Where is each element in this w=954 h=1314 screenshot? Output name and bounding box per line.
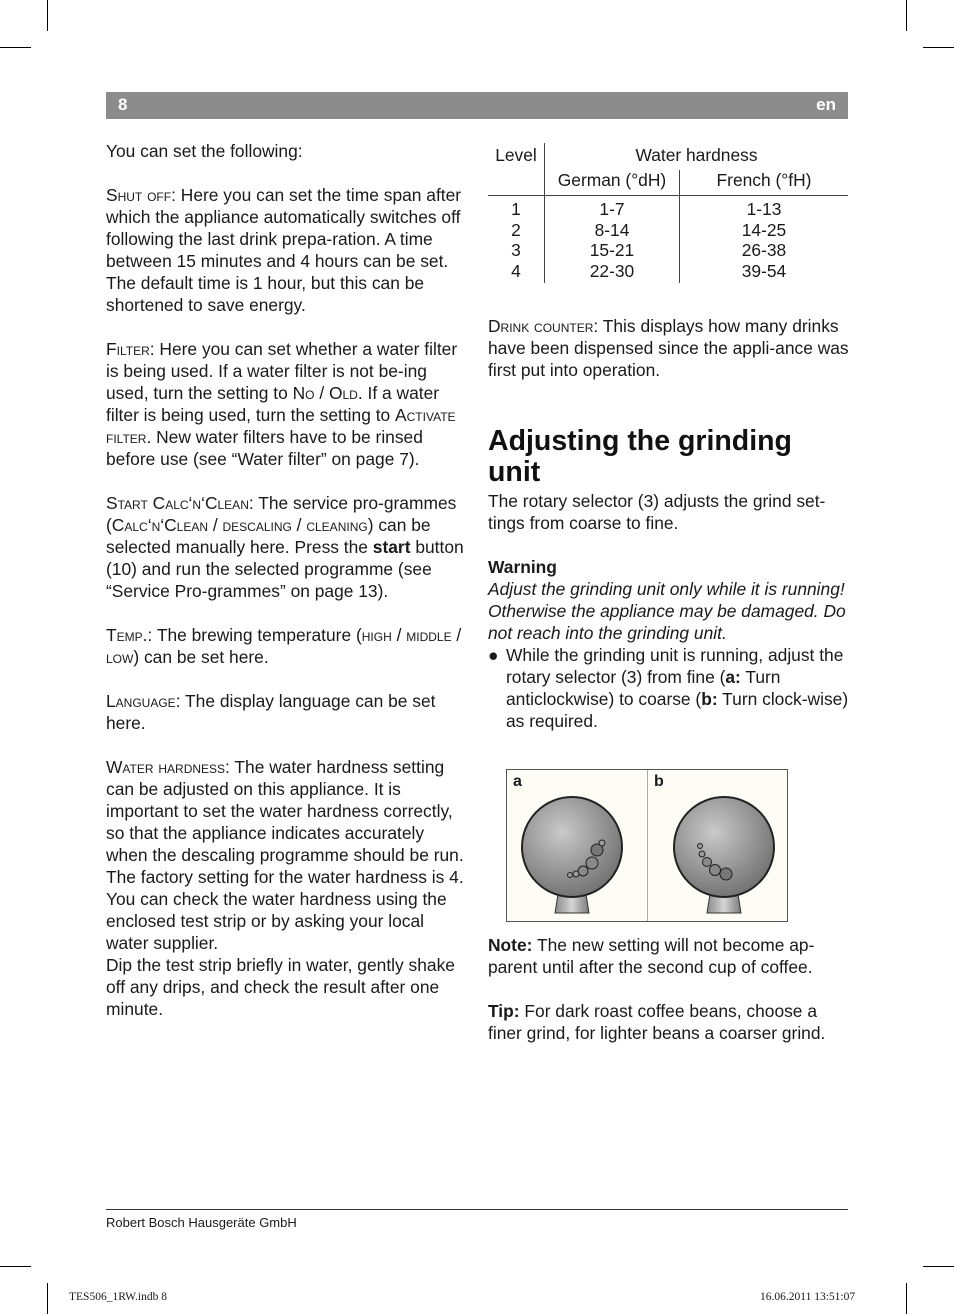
filter-no-old-term: No / Old [292, 383, 358, 403]
page-number: 8 [118, 95, 128, 114]
section-heading: Adjusting the grinding unit [488, 425, 792, 488]
tip-paragraph [488, 1000, 850, 1044]
water-hardness-text: : The water hardness setting can be adjusted on this appliance. It is important to set the water hardness correctly, so that the appliance indicates accurately when the descaling programme should be run. The factory setting for the water hardness is 4. [106, 757, 464, 887]
note-paragraph [488, 934, 850, 978]
tip-text: For dark roast coffee beans, choose a finer grind, for lighter beans a coarser grind. [488, 1001, 826, 1043]
crop-mark [47, 0, 48, 31]
note-tip-block [488, 934, 850, 1044]
tip-label: Tip: [488, 1001, 520, 1021]
footer-company: Robert Bosch Hausgeräte GmbH [106, 1215, 297, 1230]
bullet-text-3: Turn clock-wise) as required. [506, 689, 849, 731]
rotary-selector-coarse-illustration [648, 770, 788, 921]
temp-term: Temp. [106, 625, 148, 645]
water-hardness-table [488, 143, 848, 283]
filter-text-3: . New water filters have to be rinsed before use (see “Water filter” on page 7). [106, 427, 423, 469]
drink-counter-block [488, 315, 850, 381]
note-text: The new setting will not become ap-parent until after the second cup of coffee. [488, 935, 815, 977]
warning-text: Adjust the grinding unit only while it is running! Otherwise the appliance may be damaged. Do not reach into the grinding unit. [488, 579, 846, 643]
language-code: en [816, 95, 836, 114]
start-calc-paragraph [106, 492, 468, 602]
bullet-a-label: a: [725, 667, 741, 687]
footer-divider [106, 1209, 848, 1210]
crop-mark [906, 0, 907, 31]
page-header-bar [106, 92, 848, 119]
start-calc-text-1: : The service pro-grammes ( [106, 493, 457, 535]
filter-text-1: : Here you can set whether a water filter is being used. If a water filter is not be-ing used, turn the setting to [106, 339, 458, 403]
crop-mark [0, 47, 31, 48]
language-term: Language [106, 691, 176, 711]
start-calc-text-3: button (10) and run the selected programme (see “Service Pro-grammes” on page 13). [106, 537, 464, 601]
water-hardness-paragraph [106, 756, 468, 888]
drink-counter-paragraph [488, 315, 850, 381]
table-header-level: Level [488, 143, 545, 170]
drink-counter-text: : This displays how many drinks have been dispensed since the appli-ance was first put into operation. [488, 316, 849, 380]
temp-text-1: : The brewing temperature ( [147, 625, 362, 645]
water-hardness-term: Water hardness [106, 757, 226, 777]
grinding-section [488, 490, 850, 732]
table-cell-german: 1-7 8-14 15-21 22-30 [545, 196, 680, 284]
print-slug-timestamp: 16.06.2011 13:51:07 [760, 1291, 856, 1303]
activate-filter-term: Activate filter [106, 405, 456, 447]
shut-off-paragraph [106, 184, 468, 316]
left-column [106, 140, 468, 1020]
bullet-icon: ● [488, 645, 499, 665]
bullet-b-label: b: [701, 689, 718, 709]
figure-label-a: a [513, 773, 522, 790]
filter-term: Filter [106, 339, 150, 359]
crop-mark [923, 1266, 954, 1267]
crop-mark [923, 47, 954, 48]
section-intro: The rotary selector (3) adjusts the grind set-tings from coarse to fine. [488, 491, 826, 533]
start-calc-term: Start Calc‘n‘Clean [106, 493, 249, 513]
temp-paragraph [106, 624, 468, 668]
table-cell-levels: 1 2 3 4 [488, 196, 545, 284]
shut-off-text: : Here you can set the time span after which the appliance automatically switches off following the last drink prepa-ration. A time between 15 minutes and 4 hours can be set. The default time is 1 hour, but this can be shortened to save energy. [106, 185, 462, 315]
table-cell-french: 1-13 14-25 26-38 39-54 [741, 199, 787, 281]
language-text: : The display language can be set here. [106, 691, 436, 733]
drink-counter-term: Drink counter [488, 316, 594, 336]
temp-levels-term: high / middle / low [106, 625, 462, 667]
filter-text-2: . If a water filter is being used, turn the setting to [106, 383, 440, 425]
table-header-french: French (°fH) [680, 170, 849, 196]
instruction-bullet [488, 644, 850, 732]
test-strip-text: Dip the test strip briefly in water, gently shake off any drips, and check the result after one minute. [106, 955, 455, 1019]
crop-mark [906, 1283, 907, 1314]
table-header-german: German (°dH) [545, 170, 680, 196]
service-programmes-term: Calc‘n‘Clean / descaling / cleaning [111, 515, 368, 535]
bullet-text-2: Turn anticlockwise) to coarse ( [506, 667, 781, 709]
filter-paragraph [106, 338, 468, 470]
rotary-selector-fine-illustration [507, 770, 647, 921]
warning-title: Warning [488, 557, 557, 577]
figure-label-b: b [654, 773, 664, 790]
note-label: Note: [488, 935, 533, 955]
start-button-label: start [372, 537, 411, 557]
crop-mark [0, 1266, 31, 1267]
start-calc-text-2: ) can be selected manually here. Press the [106, 515, 431, 557]
water-hardness-check-text: You can check the water hardness using the enclosed test strip or by asking your local water supplier. [106, 889, 447, 953]
rotary-selector-figure [506, 769, 788, 922]
table-row [488, 196, 848, 284]
language-paragraph [106, 690, 468, 734]
crop-mark [47, 1283, 48, 1314]
bullet-text-1: While the grinding unit is running, adjust the rotary selector (3) from fine ( [506, 645, 844, 687]
table-header-water-hardness: Water hardness [635, 145, 758, 165]
intro-text: You can set the following: [106, 141, 303, 161]
temp-text-2: ) can be set here. [133, 647, 269, 667]
figure-panel-b [648, 770, 788, 921]
figure-panel-a [507, 770, 648, 921]
print-slug-file: TES506_1RW.indb 8 [69, 1291, 167, 1303]
shut-off-term: Shut off [106, 185, 172, 205]
